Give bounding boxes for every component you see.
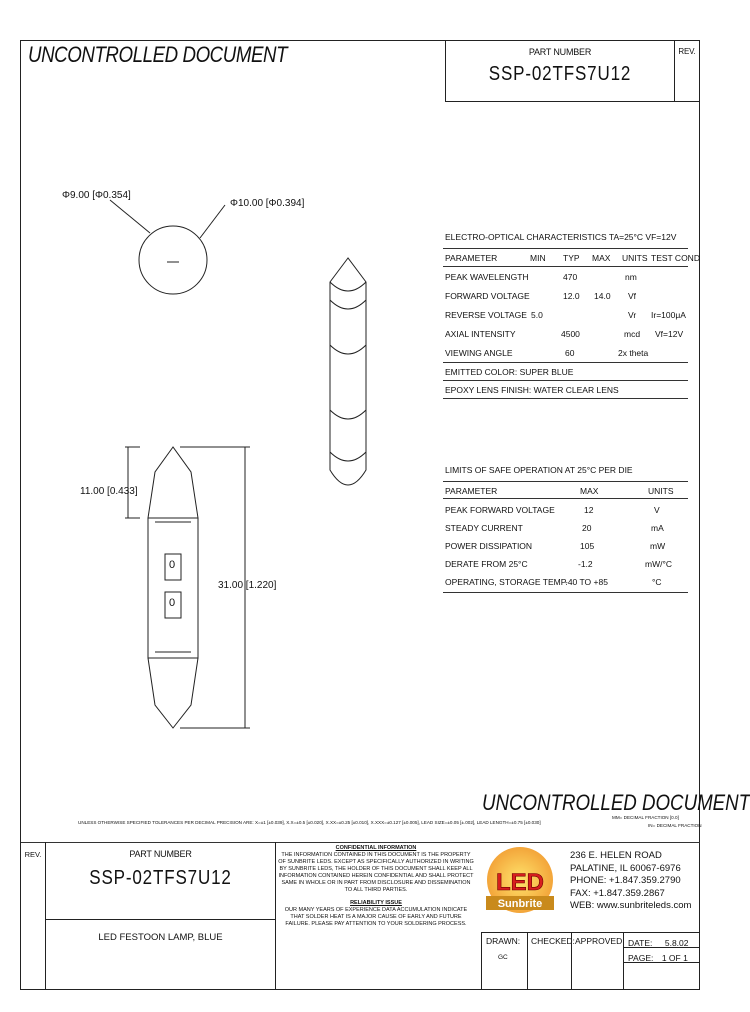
electro-row-param: VIEWING ANGLE — [445, 348, 513, 358]
date-cell — [623, 932, 700, 948]
confidential-text: THE INFORMATION CONTAINED IN THIS DOCUMENT IS THE PROPERTY OF SUNBRITE LEDS. EXCEPT AS SPECIFICALLY AUTHORIZED IN WRITING BY SUNBRITE LEDS, THE HOLDER OF THIS DOCUMENT SHALL KEEP ALL INFORMATION CONTAINED HEREIN CONFIDENTIAL AND SHALL PROTECT SAME IN WHOLE OR IN PART FROM DISCLOSURE AND DISSEMINATION TO ALL THIRD PARTIES. — [278, 852, 474, 893]
electro-row-typ: 60 — [565, 348, 575, 358]
reliability-text: OUR MANY YEARS OF EXPERIENCE DATA ACCUMULATION INDICATE THAT SOLDER HEAT IS A MAJOR CAUSE OF EARLY AND FUTURE FAILURE. PLEASE PAY ATTENTION TO YOUR SOLDERING PROCESS. — [284, 907, 468, 927]
limits-row-units: mW/°C — [645, 559, 673, 569]
footer-rev-cell — [20, 842, 46, 990]
company-address — [570, 850, 691, 913]
limits-title: LIMITS OF SAFE OPERATION AT 25°C PER DIE — [445, 465, 633, 475]
address-line: WEB: www.sunbriteleds.com — [570, 900, 692, 911]
reliability-title: RELIABILITY ISSUE — [350, 900, 402, 906]
confidential-block — [278, 845, 474, 928]
contact-glyph-bottom: 0 — [169, 597, 176, 609]
sunbrite-logo — [480, 840, 560, 930]
page-label: PAGE: — [628, 953, 654, 963]
electro-row-min: 5.0 — [531, 310, 543, 320]
dim-large-diameter: Φ10.00 [Φ0.394] — [230, 198, 305, 209]
iso-lamp-body — [330, 258, 366, 485]
electro-row-units: 2x theta — [618, 348, 649, 358]
electro-row-typ: 470 — [563, 272, 578, 282]
limits-row-param: DERATE FROM 25°C — [445, 559, 528, 569]
footer-part-number-label: PART NUMBER — [129, 849, 192, 859]
leader-small-dia — [110, 200, 150, 233]
footer-mm-label: MM= — [612, 815, 623, 820]
electro-row-param: FORWARD VOLTAGE — [445, 291, 530, 301]
limits-row-param: OPERATING, STORAGE TEMP. — [445, 577, 568, 587]
limits-row-param: STEADY CURRENT — [445, 523, 523, 533]
footer-description-cell — [45, 919, 276, 990]
footer-mm-note — [612, 815, 679, 821]
address-line: PHONE: +1.847.359.2790 — [570, 875, 681, 886]
drawn-value: GC — [498, 954, 508, 961]
checked-label: CHECKED: — [531, 936, 575, 946]
limits-col-max: MAX — [580, 486, 599, 496]
electro-row-units: mcd — [624, 329, 641, 339]
lamp-bottom-tip — [148, 658, 198, 728]
electro-row-test: Vf=12V — [655, 329, 684, 339]
svg-text:LED: LED — [496, 869, 544, 896]
confidential-title: CONFIDENTIAL INFORMATION — [335, 845, 417, 851]
dim-small-diameter: Φ9.00 [Φ0.354] — [62, 190, 131, 201]
limits-row-param: POWER DISSIPATION — [445, 541, 533, 551]
date-value: 5.8.02 — [664, 938, 689, 948]
electro-col-test: TEST COND — [651, 253, 700, 263]
approved-cell — [571, 932, 624, 990]
leader-large-dia — [200, 205, 225, 238]
electro-row-param: PEAK WAVELENGTH — [445, 272, 529, 282]
footer-description: LED FESTOON LAMP, BLUE — [98, 932, 223, 943]
address-line: 236 E. HELEN ROAD — [570, 850, 662, 861]
limits-col-units: UNITS — [648, 486, 674, 496]
limits-col-parameter: PARAMETER — [445, 486, 498, 496]
footer-in-label: IN= — [648, 823, 656, 828]
footer-mm-value: DECIMAL FRACTION [0.0] — [623, 815, 679, 820]
limits-row-max: -1.2 — [578, 559, 593, 569]
limits-row-units: mA — [651, 523, 664, 533]
header-part-number-label: PART NUMBER — [528, 47, 592, 57]
drawn-label: DRAWN: — [486, 936, 521, 946]
limits-row-units: °C — [652, 577, 662, 587]
footer-in-note — [648, 823, 702, 829]
footer-part-number: SSP-02TFS7U12 — [89, 867, 232, 889]
electro-row-max: 14.0 — [594, 291, 611, 301]
electro-row-test: Ir=100μA — [651, 310, 686, 320]
electro-row-param: REVERSE VOLTAGE — [445, 310, 527, 320]
limits-row-units: mW — [650, 541, 666, 551]
electro-row-units: Vf — [628, 291, 637, 301]
electro-row-typ: 4500 — [561, 329, 580, 339]
approved-label: APPROVED: — [575, 936, 625, 946]
electro-row-units: Vr — [628, 310, 637, 320]
checked-cell — [527, 932, 575, 990]
electro-row-typ: 12.0 — [563, 291, 580, 301]
footer-tolerance-note: UNLESS OTHERWISE SPECIFIED TOLERANCES PER DECIMAL PRECISION ARE: X=±1 [±0.039], X.X=±0.5 [±0.020], X.XX=±0.25 [±0.010], X.XXX=±0.127 [±0.005], LEAD SIZE=±0.05 [±.002], LEAD LENGTH=±0.75 [±0.030] — [78, 820, 541, 825]
address-line: FAX: +1.847.359.2867 — [570, 887, 665, 899]
lamp-top-tip — [148, 447, 198, 518]
electro-col-parameter: PARAMETER — [445, 253, 498, 263]
limits-row-param: PEAK FORWARD VOLTAGE — [445, 505, 555, 515]
address-line: PALATINE, IL 60067-6976 — [570, 862, 681, 874]
footer-part-number-cell — [45, 842, 276, 920]
electro-col-typ: TYP — [563, 253, 580, 263]
contact-glyph-top: 0 — [169, 559, 176, 571]
footer-rev-label: REV. — [24, 850, 42, 859]
electro-epoxy-finish: EPOXY LENS FINISH: WATER CLEAR LENS — [445, 385, 619, 395]
header-rev-label: REV. — [678, 47, 696, 56]
electro-row-units: nm — [625, 272, 637, 282]
electro-title: ELECTRO-OPTICAL CHARACTERISTICS TA=25°C VF=12V — [445, 232, 677, 242]
footer-in-value: DECIMAL FRACTION — [656, 823, 702, 828]
page-value: 1 OF 1 — [661, 953, 688, 963]
limits-row-max: 105 — [580, 541, 595, 551]
header-part-number: SSP-02TFS7U12 — [488, 63, 632, 85]
limits-row-max: -40 TO +85 — [565, 577, 608, 587]
limits-row-units: V — [654, 505, 660, 515]
limits-row-max: 12 — [584, 505, 594, 515]
electro-col-units: UNITS — [622, 253, 648, 263]
lamp-end-circle — [139, 226, 207, 294]
electro-emitted-color: EMITTED COLOR: SUPER BLUE — [445, 367, 574, 377]
drawn-cell — [481, 932, 528, 990]
electro-col-min: MIN — [530, 253, 546, 263]
svg-text:Sunbrite: Sunbrite — [497, 898, 543, 910]
lamp-tube — [148, 518, 198, 658]
electro-col-max: MAX — [592, 253, 611, 263]
date-label: DATE: — [628, 938, 653, 948]
page-cell — [623, 947, 700, 963]
header-uncontrolled-label: UNCONTROLLED DOCUMENT — [28, 42, 288, 67]
limits-row-max: 20 — [582, 523, 592, 533]
dim-tip-length: 11.00 [0.433] — [80, 486, 138, 497]
footer-uncontrolled-label: UNCONTROLLED DOCUMENT — [482, 790, 750, 815]
dim-total-length: 31.00 [1.220] — [218, 580, 277, 591]
electro-row-param: AXIAL INTENSITY — [445, 329, 516, 339]
